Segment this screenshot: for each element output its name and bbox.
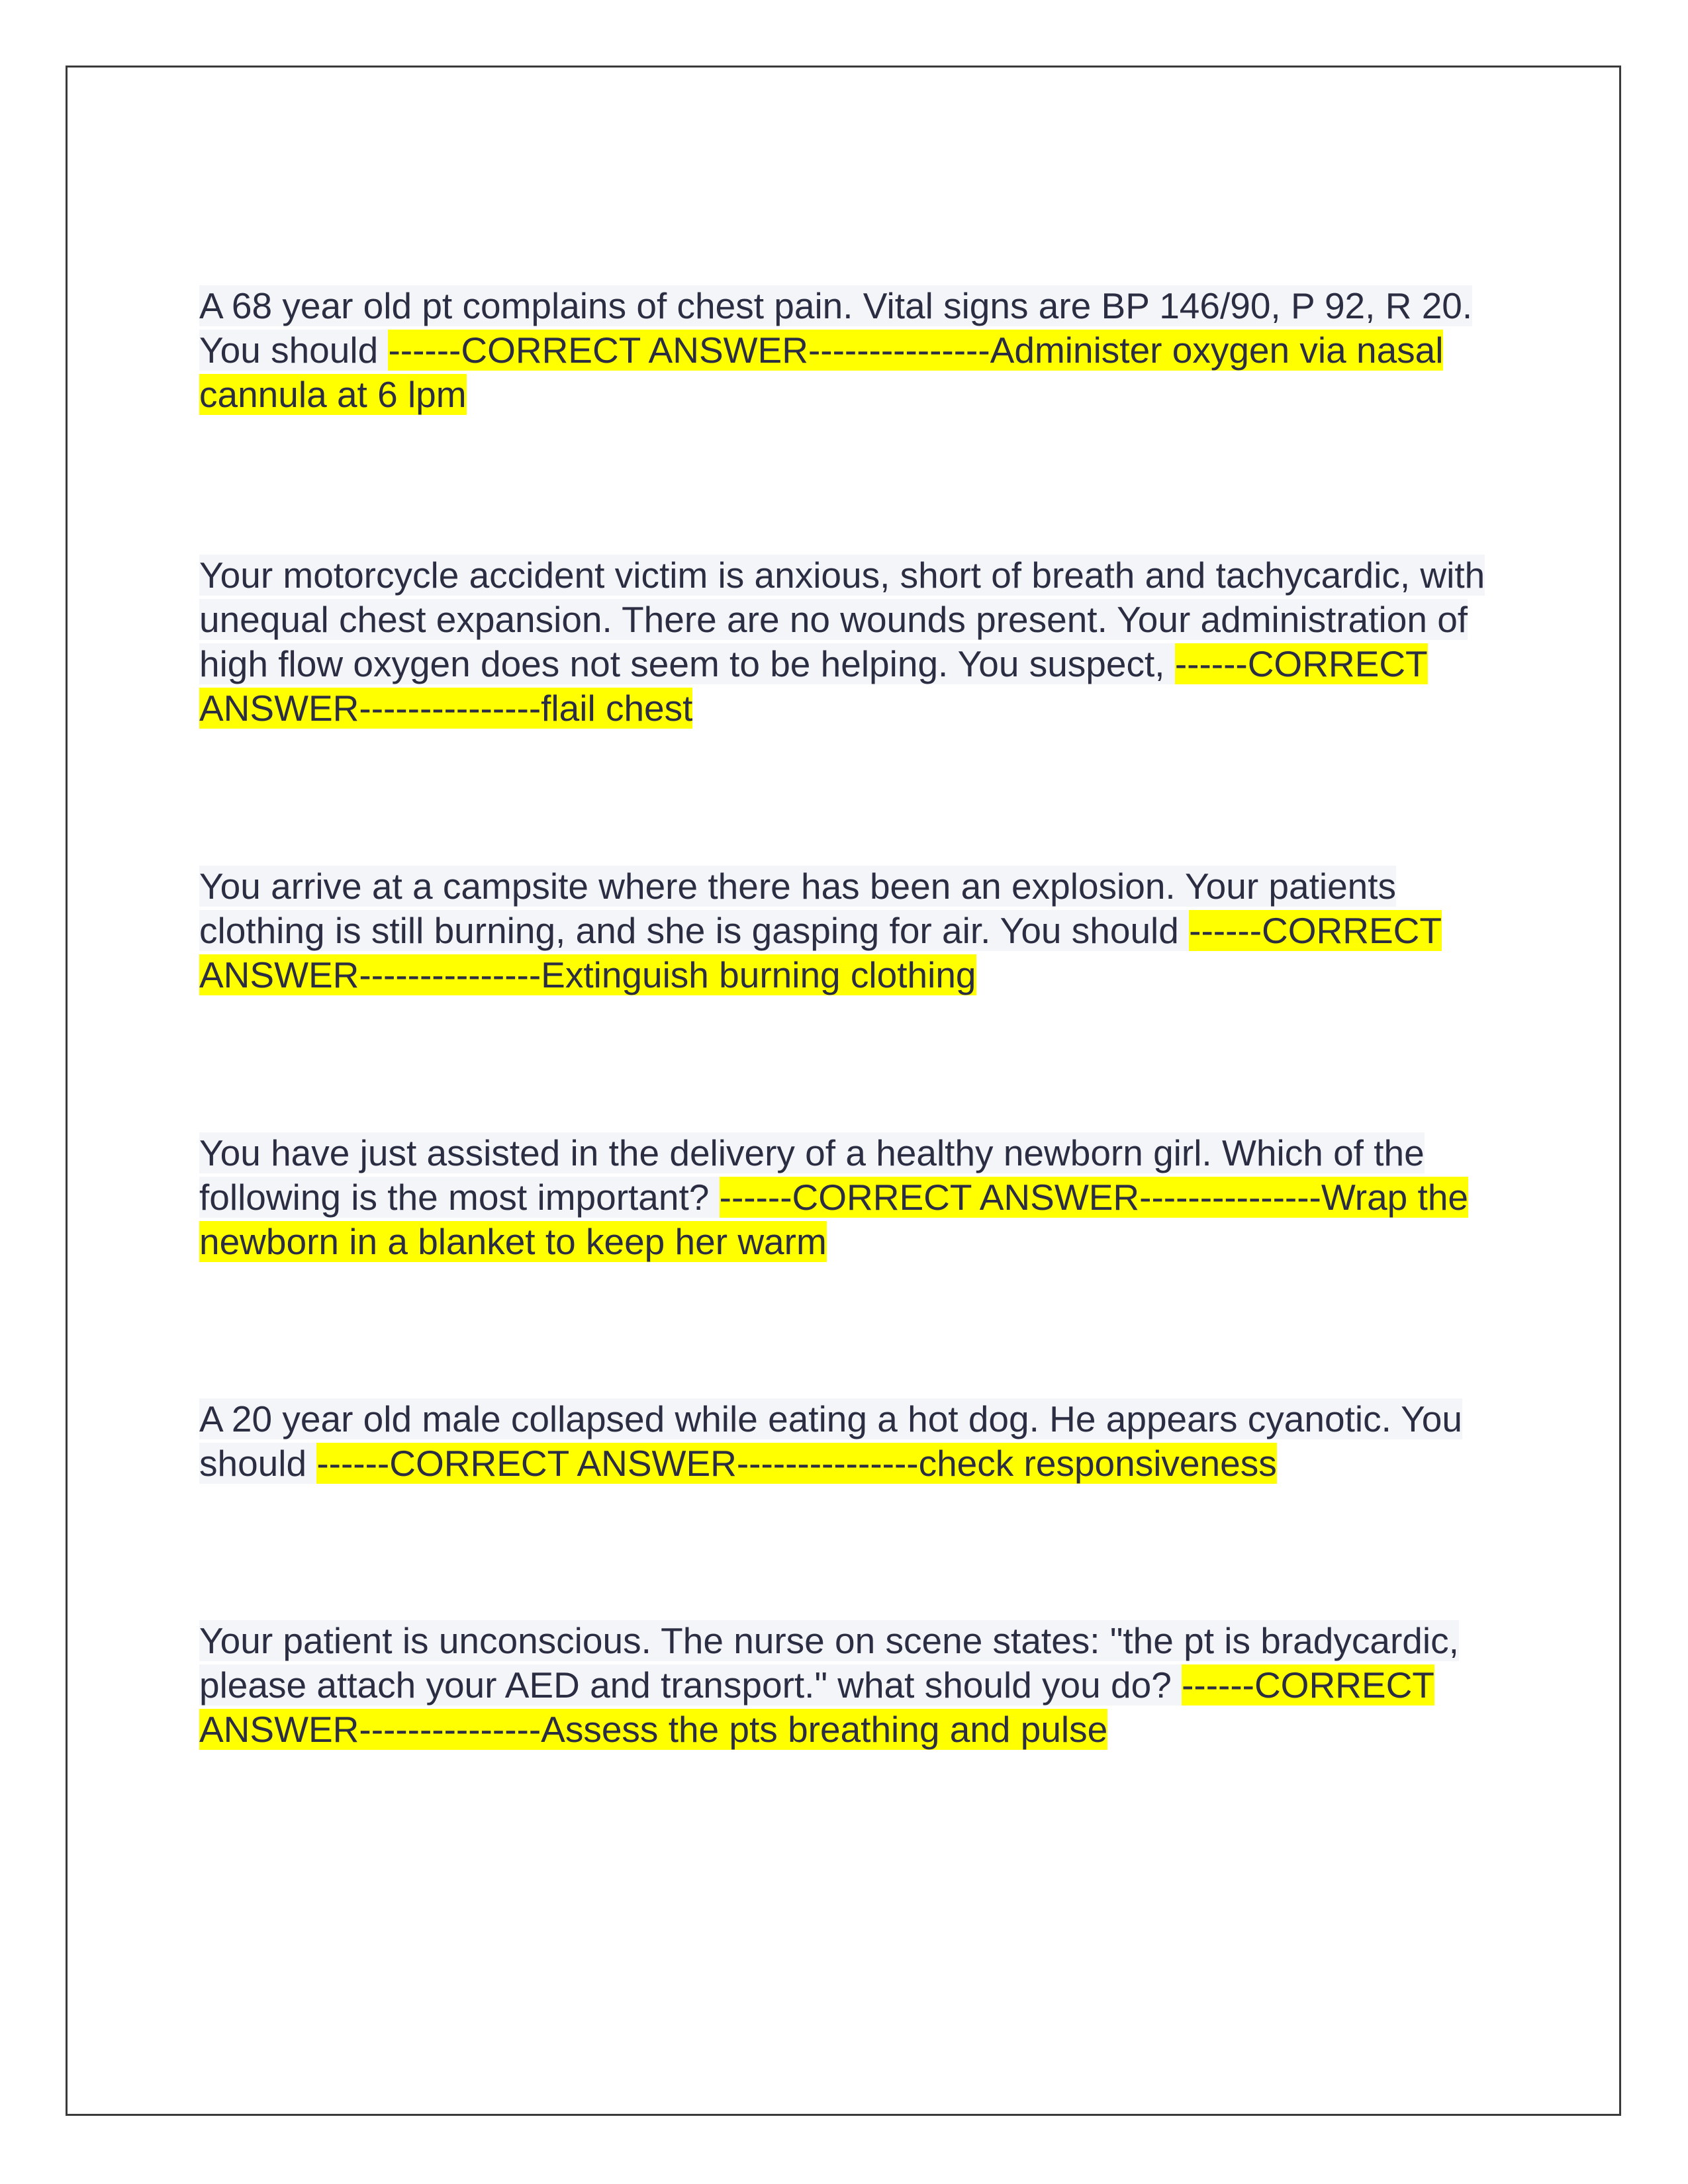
highlighted-answer: ------CORRECT ANSWER---------------flail chest bbox=[199, 643, 1428, 729]
highlighted-answer: ------CORRECT ANSWER---------------Assess the pts breathing and pulse bbox=[199, 1664, 1434, 1750]
question-text: A 20 year old male collapsed while eating a hot dog. He appears cyanotic. You should bbox=[199, 1398, 1462, 1484]
highlighted-answer: ------CORRECT ANSWER---------------Extinguish burning clothing bbox=[199, 910, 1442, 995]
qa-item-3 bbox=[199, 864, 1507, 997]
question-text: You arrive at a campsite where there has been an explosion. Your patients clothing is still burning, and she is gasping for air. You should bbox=[199, 866, 1397, 951]
question-text: You have just assisted in the delivery of a healthy newborn girl. Which of the following is the most important? bbox=[199, 1132, 1425, 1218]
question-text: Your patient is unconscious. The nurse on scene states: "the pt is bradycardic, please attach your AED and transport." what should you do? bbox=[199, 1620, 1459, 1706]
highlighted-answer: ------CORRECT ANSWER---------------Wrap the newborn in a blanket to keep her warm bbox=[199, 1177, 1469, 1262]
qa-item-2 bbox=[199, 553, 1507, 731]
question-text: Your motorcycle accident victim is anxious, short of breath and tachycardic, with unequal chest expansion. There are no wounds present. Your administration of high flow oxygen does not seem to be helping. You suspect, bbox=[199, 555, 1485, 684]
highlighted-answer: ------CORRECT ANSWER---------------check responsiveness bbox=[316, 1443, 1277, 1484]
question-text: A 68 year old pt complains of chest pain. Vital signs are BP 146/90, P 92, R 20. You should bbox=[199, 285, 1473, 371]
qa-item-4 bbox=[199, 1131, 1507, 1264]
qa-item-6 bbox=[199, 1619, 1507, 1752]
qa-item-5 bbox=[199, 1397, 1507, 1486]
qa-item-1 bbox=[199, 284, 1507, 417]
highlighted-answer: ------CORRECT ANSWER---------------Administer oxygen via nasal cannula at 6 lpm bbox=[199, 330, 1444, 415]
